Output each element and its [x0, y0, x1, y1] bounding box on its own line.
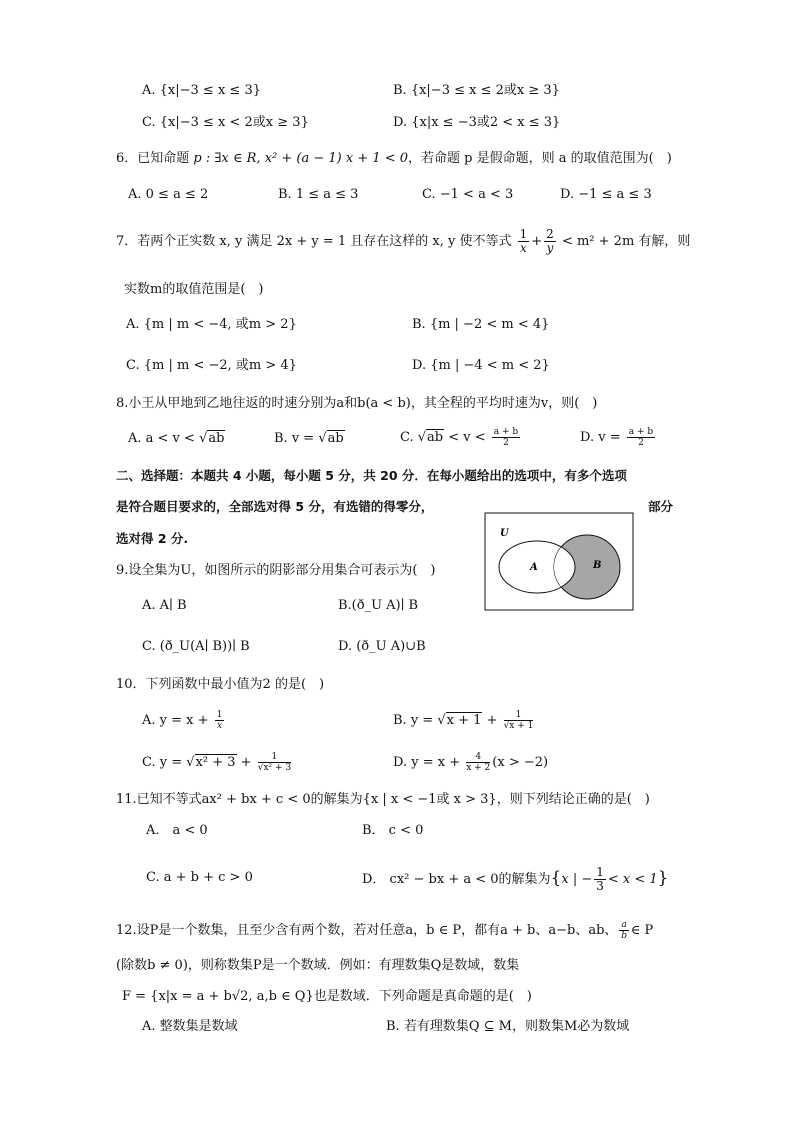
- q12-option-a: A. 整数集是数域: [142, 1019, 238, 1034]
- q12-stem-line3: F = {x|x = a + b√2, a,b ∈ Q}也是数域．下列命题是真命题的是( ): [122, 989, 532, 1004]
- q7-stem-line2: 实数m的取值范围是( ): [124, 282, 264, 297]
- venn-label-u: U: [500, 528, 509, 539]
- section2-line3: 选对得 2 分.: [116, 531, 189, 546]
- q10-option-c: C. y = √x² + 3 + $\frac{1}{\text{√x² + 3}}$: [142, 752, 292, 773]
- q7-stem: 7．若两个正实数 x, y 满足 2x + y = 1 且存在这样的 x, y 使不等式 $\frac{1}{x}$ + $\frac{2}{y}$ < m² + 2m 有解，则: [116, 227, 691, 255]
- q8-stem: 8.小王从甲地到乙地往返的时速分别为a和b(a < b)，其全程的平均时速为v，则( ): [116, 396, 598, 411]
- q5-option-c: C. {x|−3 ≤ x < 2或x ≥ 3}: [142, 115, 309, 130]
- q7-fraction-2: $\frac{2}{y}$: [546, 227, 554, 255]
- q7-fraction-1: $\frac{1}{x}$: [519, 227, 528, 255]
- q8-option-d: D. v = $\frac{a + b}{2}$: [580, 427, 654, 448]
- q5-option-b: B. {x|−3 ≤ x ≤ 2或x ≥ 3}: [393, 83, 560, 98]
- section2-line2: 是符合题目要求的，全部选对得 5 分，有选错的得零分，: [116, 499, 434, 514]
- q11-option-b: B． c < 0: [362, 823, 424, 838]
- q5-option-d: D. {x|x ≤ −3或2 < x ≤ 3}: [393, 115, 561, 130]
- q11-option-c: C. a + b + c > 0: [146, 870, 253, 885]
- q6-option-d: D. −1 ≤ a ≤ 3: [560, 187, 652, 202]
- q10-option-b: B. y = √x + 1 + $\frac{1}{√x + 1}$: [393, 710, 534, 731]
- q11-stem: 11.已知不等式ax² + bx + c < 0的解集为{x | x < −1或 x > 3}，则下列结论正确的是( ): [116, 792, 650, 807]
- section2-line1: 二、选择题：本题共 4 小题，每小题 5 分，共 20 分．在每小题给出的选项中，有多个选项: [116, 468, 627, 483]
- q9-option-d: D. (ð_U A)∪B: [338, 639, 426, 654]
- venn-label-a: A: [530, 562, 538, 573]
- q9-option-b: B.(ð_U A)∣ B: [338, 598, 419, 613]
- q12-stem-line1: 12.设P是一个数集，且至少含有两个数，若对任意a，b ∈ P，都有a + b、a−b、ab、 $\frac{a}{b}$ ∈ P: [116, 920, 654, 941]
- q11-option-d: D． cx² − bx + a < 0的解集为{x | − $\frac{1}{3}$ < x < 1}: [362, 865, 669, 893]
- q10-stem: 10．下列函数中最小值为2 的是( ): [116, 677, 325, 692]
- q6-stem: 6．已知命题 p : ∃x ∈ R, x² + (a − 1) x + 1 < 0，若命题 p 是假命题，则 a 的取值范围为( ): [116, 151, 672, 166]
- q12-option-b: B. 若有理数集Q ⊆ M，则数集M必为数域: [386, 1019, 630, 1034]
- q6-option-a: A. 0 ≤ a ≤ 2: [128, 187, 209, 202]
- q7-option-c: C. {m | m < −2, 或m > 4}: [126, 358, 297, 373]
- section2-line2-end: 部分: [648, 499, 674, 514]
- q9-option-a: A. A∣ B: [142, 598, 187, 613]
- venn-diagram: [484, 512, 634, 611]
- q5-option-a: A. {x|−3 ≤ x ≤ 3}: [142, 83, 261, 98]
- q8-option-c: C. √ab < v < $\frac{a + b}{2}$: [400, 427, 519, 448]
- q12-stem-line2: (除数b ≠ 0)，则称数集P是一个数域．例如：有理数集Q是数域，数集: [116, 958, 520, 973]
- q6-option-b: B. 1 ≤ a ≤ 3: [278, 187, 359, 202]
- q10-option-a: A. y = x + $\frac{1}{x}$: [142, 710, 223, 731]
- venn-label-b: B: [593, 560, 602, 571]
- q8-option-b: B. v = √ab: [274, 431, 344, 446]
- q8-option-a: A. a < v < √ab: [128, 431, 225, 446]
- q7-option-b: B. {m | −2 < m < 4}: [412, 317, 550, 332]
- q9-stem: 9.设全集为U，如图所示的阴影部分用集合可表示为( ): [116, 563, 436, 578]
- q9-option-c: C. (ð_U(A∣ B))∣ B: [142, 639, 250, 654]
- q11-option-a: A． a < 0: [146, 823, 208, 838]
- q7-option-a: A. {m | m < −4, 或m > 2}: [126, 317, 297, 332]
- q10-option-d: D. y = x + $\frac{4}{x + 2}$ (x > −2): [393, 752, 549, 773]
- q6-option-c: C. −1 < a < 3: [422, 187, 514, 202]
- q7-option-d: D. {m | −4 < m < 2}: [412, 358, 550, 373]
